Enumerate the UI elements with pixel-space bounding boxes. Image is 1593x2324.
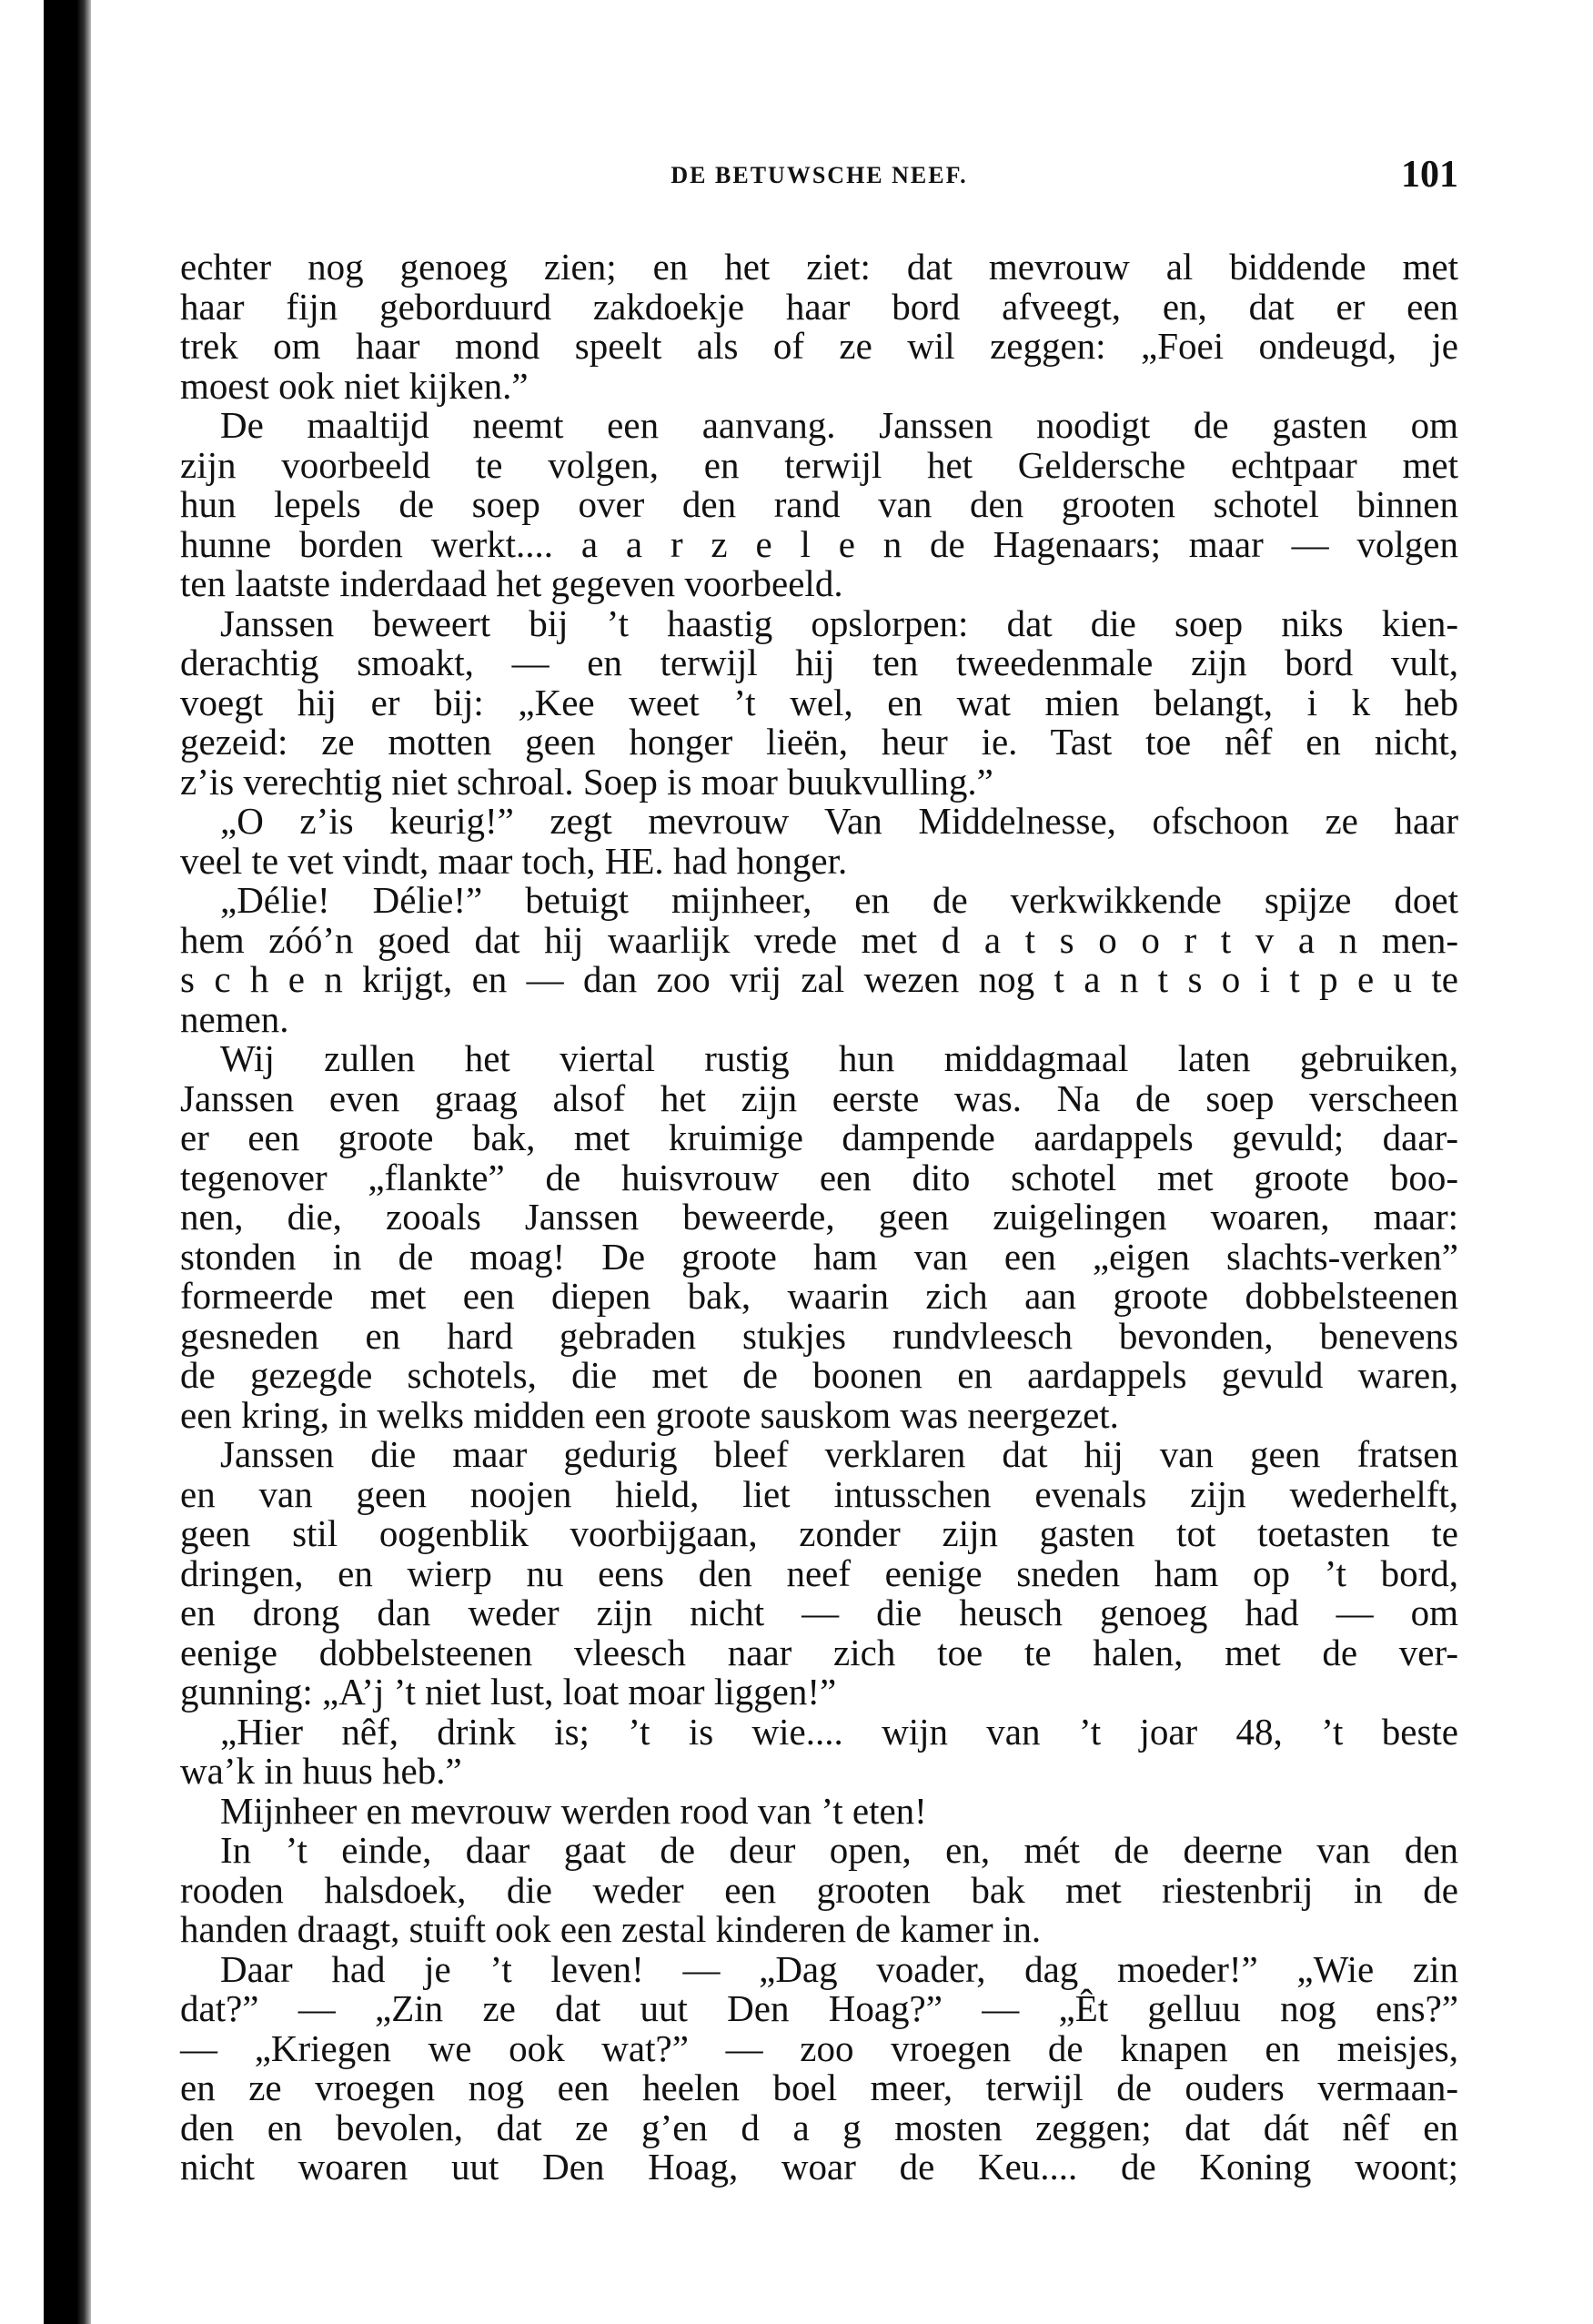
text-line: rooden halsdoek, die weder een grooten bak met riestenbrij in de xyxy=(180,1868,1458,1911)
text-line: wa’k in huus heb.” xyxy=(180,1750,462,1792)
text-line: hem zóó’n goed dat hij waarlijk vrede met d a t s o o r t v a n men- xyxy=(180,918,1458,961)
body-text xyxy=(180,248,1458,2188)
running-head xyxy=(180,153,1458,198)
text-line: tegenover „flankte” de huisvrouw een dito schotel met groote boo- xyxy=(180,1156,1458,1198)
text-line: gezeid: ze motten geen honger lieën, heur ie. Tast toe nêf en nicht, xyxy=(180,721,1458,763)
text-line: veel te vet vindt, maar toch, HE. had honger. xyxy=(180,839,848,882)
paragraph xyxy=(180,1039,1458,1435)
text-line: haar fijn geborduurd zakdoekje haar bord afveegt, en, dat er een xyxy=(180,285,1458,328)
text-line: Mijnheer en mevrouw werden rood van ’t eten! xyxy=(220,1789,927,1832)
text-line: handen draagt, stuift ook een zestal kinderen de kamer in. xyxy=(180,1908,1042,1950)
text-line: ten laatste inderdaad het gegeven voorbeeld. xyxy=(180,562,843,604)
text-line: gesneden en hard gebraden stukjes rundvleesch bevonden, benevens xyxy=(180,1314,1458,1357)
text-line: moest ook niet kijken.” xyxy=(180,364,529,407)
text-line: „Hier nêf, drink is; ’t is wie.... wijn van ’t joar 48, ’t beste xyxy=(220,1710,1458,1753)
text-line: de gezegde schotels, die met de boonen en aardappels gevuld waren, xyxy=(180,1354,1458,1396)
text-line: z’is verechtig niet schroal. Soep is moar buukvulling.” xyxy=(180,760,993,803)
text-line: „Délie! Délie!” betuigt mijnheer, en de verkwikkende spijze doet xyxy=(220,879,1458,921)
paragraph xyxy=(180,406,1458,604)
paragraph xyxy=(180,248,1458,406)
paragraph xyxy=(180,601,1458,803)
text-line: stonden in de moag! De groote ham van een „eigen slachts-verken” xyxy=(180,1235,1458,1278)
text-line: s c h e n krijgt, en — dan zoo vrij zal wezen nog t a n t s o i t p e u te xyxy=(180,958,1458,1000)
text-line: Wij zullen het viertal rustig hun middagmaal laten gebruiken, xyxy=(220,1037,1458,1079)
text-line: nemen. xyxy=(180,997,289,1040)
text-line: Janssen beweert bij ’t haastig opslorpen: dat die soep niks kien- xyxy=(220,601,1458,644)
text-line: en drong dan weder zijn nicht — die heusch genoeg had — om xyxy=(180,1591,1458,1633)
text-line: nen, die, zooals Janssen beweerde, geen zuigelingen woaren, maar: xyxy=(180,1196,1458,1238)
paragraph xyxy=(180,1435,1458,1713)
text-line: trek om haar mond speelt als of ze wil zeggen: „Foei ondeugd, je xyxy=(180,325,1458,367)
text-line: dringen, en wierp nu eens den neef eenige sneden ham op ’t bord, xyxy=(180,1551,1458,1594)
paragraph xyxy=(180,1831,1458,1950)
text-line: — „Kriegen we ook wat?” — zoo vroegen de knapen en meisjes, xyxy=(180,2026,1458,2069)
page-number: 101 xyxy=(1401,154,1458,196)
text-line: en van geen noojen hield, liet intusschen evenals zijn wederhelft, xyxy=(180,1472,1458,1515)
paragraph xyxy=(180,802,1458,881)
text-line: dat?” — „Zin ze dat uut Den Hoag?” — „Êt gelluu nog ens?” xyxy=(180,1987,1458,2029)
text-line: den en bevolen, dat ze g’en d a g mosten zeggen; dat dát nêf en xyxy=(180,2106,1458,2148)
paragraph xyxy=(180,881,1458,1039)
paragraph xyxy=(180,1789,1458,1832)
text-line: zijn voorbeeld te volgen, en terwijl het Geldersche echtpaar met xyxy=(180,443,1458,486)
text-line: derachtig smoakt, — en terwijl hij ten tweedenmale zijn bord vult, xyxy=(180,642,1458,683)
text-line: geen stil oogenblik voorbijgaan, zonder zijn gasten tot toetasten te xyxy=(180,1512,1458,1554)
text-line: formeerde met een diepen bak, waarin zich aan groote dobbelsteenen xyxy=(180,1275,1458,1317)
paragraph xyxy=(180,1947,1458,2188)
text-line: eenige dobbelsteenen vleesch naar zich toe te halen, met de ver- xyxy=(180,1631,1458,1673)
text-line: nicht woaren uut Den Hoag, woar de Keu.... de Koning woont; xyxy=(180,2146,1458,2188)
text-line: Daar had je ’t leven! — „Dag voader, dag moeder!” „Wie zin xyxy=(220,1947,1458,1990)
text-line: en ze vroegen nog een heelen boel meer, terwijl de ouders vermaan- xyxy=(180,2066,1458,2108)
text-line: echter nog genoeg zien; en het ziet: dat mevrouw al biddende met xyxy=(180,246,1458,288)
text-line: In ’t einde, daar gaat de deur open, en, mét de deerne van den xyxy=(220,1829,1458,1871)
text-line: Janssen die maar gedurig bleef verklaren dat hij van geen fratsen xyxy=(220,1433,1458,1475)
text-line: hun lepels de soep over den rand van den grooten schotel binnen xyxy=(180,483,1458,525)
text-line: een kring, in welks midden een groote sauskom was neergezet. xyxy=(180,1393,1119,1436)
paragraph xyxy=(180,1710,1458,1792)
text-line: gunning: „A’j ’t niet lust, loat moar liggen!” xyxy=(180,1671,837,1713)
text-line: „O z’is keurig!” zegt mevrouw Van Middelnesse, ofschoon ze haar xyxy=(220,800,1458,842)
text-line: er een groote bak, met kruimige dampende aardappels gevuld; daar- xyxy=(180,1117,1458,1158)
text-line: voegt hij er bij: „Kee weet ’t wel, en wat mien belangt, i k heb xyxy=(180,681,1458,723)
text-line: hunne borden werkt.... a a r z e l e n de Hagenaars; maar — volgen xyxy=(180,522,1458,565)
text-line: Janssen even graag alsof het zijn eerste was. Na de soep verscheen xyxy=(180,1076,1458,1119)
running-head-title: DE BETUWSCHE NEEF. xyxy=(670,162,968,188)
text-line: De maaltijd neemt een aanvang. Janssen noodigt de gasten om xyxy=(220,404,1458,446)
book-spine-shadow xyxy=(44,0,91,2324)
